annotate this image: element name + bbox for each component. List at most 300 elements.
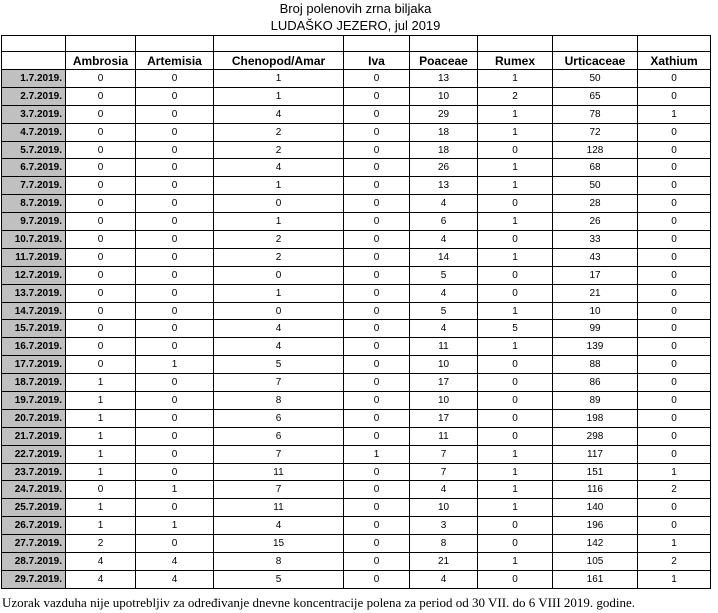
date-cell: 21.7.2019. — [2, 427, 66, 445]
value-cell: 0 — [66, 70, 136, 88]
value-cell: 7 — [410, 463, 478, 481]
value-cell: 0 — [136, 141, 214, 159]
value-cell: 298 — [553, 427, 638, 445]
value-cell: 1 — [214, 87, 344, 105]
value-cell: 0 — [136, 320, 214, 338]
date-cell: 12.7.2019. — [2, 266, 66, 284]
value-cell: 99 — [553, 320, 638, 338]
value-cell: 0 — [638, 87, 711, 105]
value-cell: 0 — [478, 356, 553, 374]
value-cell: 11 — [214, 499, 344, 517]
value-cell: 5 — [214, 570, 344, 588]
value-cell: 0 — [638, 499, 711, 517]
value-cell: 21 — [410, 553, 478, 571]
value-cell: 4 — [214, 320, 344, 338]
column-header: Ambrosia — [66, 52, 136, 70]
value-cell: 1 — [66, 517, 136, 535]
value-cell: 0 — [478, 570, 553, 588]
value-cell: 7 — [410, 445, 478, 463]
value-cell: 0 — [638, 266, 711, 284]
value-cell: 0 — [638, 231, 711, 249]
value-cell: 0 — [344, 338, 410, 356]
value-cell: 5 — [214, 356, 344, 374]
date-cell: 17.7.2019. — [2, 356, 66, 374]
value-cell: 0 — [136, 248, 214, 266]
value-cell: 4 — [410, 231, 478, 249]
value-cell: 7 — [214, 445, 344, 463]
value-cell: 26 — [553, 213, 638, 231]
value-cell: 4 — [214, 159, 344, 177]
date-cell: 11.7.2019. — [2, 248, 66, 266]
value-cell: 17 — [410, 374, 478, 392]
value-cell: 1 — [478, 481, 553, 499]
value-cell: 1 — [478, 70, 553, 88]
value-cell: 0 — [638, 445, 711, 463]
value-cell: 4 — [214, 338, 344, 356]
value-cell: 3 — [410, 517, 478, 535]
value-cell: 0 — [344, 570, 410, 588]
value-cell: 10 — [410, 87, 478, 105]
table-row — [2, 356, 711, 374]
table-row — [2, 517, 711, 535]
value-cell: 10 — [410, 499, 478, 517]
column-header: Iva — [344, 52, 410, 70]
value-cell: 86 — [553, 374, 638, 392]
value-cell: 2 — [214, 123, 344, 141]
date-cell: 27.7.2019. — [2, 535, 66, 553]
value-cell: 13 — [410, 70, 478, 88]
value-cell: 0 — [344, 553, 410, 571]
value-cell: 0 — [66, 177, 136, 195]
table-row — [2, 248, 711, 266]
date-cell: 23.7.2019. — [2, 463, 66, 481]
value-cell: 0 — [344, 302, 410, 320]
table-title: Broj polenovih zrna biljaka — [279, 1, 432, 16]
value-cell: 0 — [638, 123, 711, 141]
value-cell: 2 — [638, 553, 711, 571]
value-cell: 151 — [553, 463, 638, 481]
value-cell: 0 — [136, 409, 214, 427]
table-row — [2, 392, 711, 410]
date-cell: 4.7.2019. — [2, 123, 66, 141]
table-row — [2, 445, 711, 463]
value-cell: 161 — [553, 570, 638, 588]
value-cell: 0 — [638, 427, 711, 445]
value-cell: 18 — [410, 141, 478, 159]
value-cell: 1 — [136, 481, 214, 499]
table-row — [2, 195, 711, 213]
value-cell: 0 — [136, 338, 214, 356]
date-cell: 1.7.2019. — [2, 70, 66, 88]
value-cell: 4 — [214, 517, 344, 535]
value-cell: 65 — [553, 87, 638, 105]
pollen-table — [1, 35, 711, 589]
value-cell: 0 — [136, 463, 214, 481]
value-cell: 1 — [478, 123, 553, 141]
value-cell: 0 — [66, 213, 136, 231]
value-cell: 5 — [410, 302, 478, 320]
value-cell: 1 — [66, 445, 136, 463]
value-cell: 0 — [66, 87, 136, 105]
value-cell: 0 — [344, 70, 410, 88]
value-cell: 0 — [344, 195, 410, 213]
blank-row — [2, 36, 711, 52]
column-header: Rumex — [478, 52, 553, 70]
value-cell: 18 — [410, 123, 478, 141]
table-row — [2, 338, 711, 356]
value-cell: 117 — [553, 445, 638, 463]
value-cell: 0 — [344, 284, 410, 302]
value-cell: 0 — [638, 392, 711, 410]
table-row — [2, 553, 711, 571]
corner-cell — [2, 52, 66, 70]
value-cell: 4 — [136, 570, 214, 588]
table-row — [2, 427, 711, 445]
value-cell: 0 — [344, 87, 410, 105]
value-cell: 6 — [410, 213, 478, 231]
value-cell: 1 — [478, 499, 553, 517]
value-cell: 21 — [553, 284, 638, 302]
value-cell: 142 — [553, 535, 638, 553]
value-cell: 2 — [478, 87, 553, 105]
value-cell: 0 — [136, 499, 214, 517]
date-cell: 19.7.2019. — [2, 392, 66, 410]
table-row — [2, 481, 711, 499]
value-cell: 4 — [214, 105, 344, 123]
value-cell: 1 — [478, 248, 553, 266]
date-cell: 14.7.2019. — [2, 302, 66, 320]
value-cell: 2 — [214, 231, 344, 249]
value-cell: 0 — [66, 248, 136, 266]
value-cell: 0 — [478, 141, 553, 159]
date-cell: 15.7.2019. — [2, 320, 66, 338]
value-cell: 1 — [638, 570, 711, 588]
value-cell: 0 — [136, 266, 214, 284]
value-cell: 0 — [638, 409, 711, 427]
value-cell: 10 — [410, 392, 478, 410]
value-cell: 1 — [66, 499, 136, 517]
value-cell: 198 — [553, 409, 638, 427]
date-cell: 13.7.2019. — [2, 284, 66, 302]
value-cell: 1 — [214, 213, 344, 231]
value-cell: 0 — [66, 105, 136, 123]
value-cell: 10 — [410, 356, 478, 374]
value-cell: 0 — [344, 517, 410, 535]
value-cell: 0 — [136, 284, 214, 302]
value-cell: 0 — [344, 123, 410, 141]
value-cell: 7 — [214, 481, 344, 499]
value-cell: 0 — [136, 123, 214, 141]
value-cell: 0 — [66, 195, 136, 213]
date-cell: 28.7.2019. — [2, 553, 66, 571]
value-cell: 0 — [66, 356, 136, 374]
value-cell: 0 — [638, 141, 711, 159]
value-cell: 105 — [553, 553, 638, 571]
value-cell: 0 — [638, 248, 711, 266]
value-cell: 0 — [344, 141, 410, 159]
value-cell: 139 — [553, 338, 638, 356]
value-cell: 0 — [478, 284, 553, 302]
value-cell: 4 — [66, 553, 136, 571]
value-cell: 0 — [344, 409, 410, 427]
value-cell: 68 — [553, 159, 638, 177]
value-cell: 0 — [66, 338, 136, 356]
value-cell: 0 — [344, 499, 410, 517]
value-cell: 0 — [66, 266, 136, 284]
value-cell: 1 — [214, 70, 344, 88]
value-cell: 0 — [344, 481, 410, 499]
value-cell: 0 — [66, 159, 136, 177]
value-cell: 0 — [638, 159, 711, 177]
footnote: Uzorak vazduha nije upotrebljiv za određivanje dnevne koncentracije polena za period od 30 VII. do 6 VIII 2019. godine. — [2, 595, 636, 610]
value-cell: 0 — [344, 427, 410, 445]
value-cell: 1 — [66, 427, 136, 445]
value-cell: 140 — [553, 499, 638, 517]
value-cell: 0 — [66, 141, 136, 159]
date-cell: 18.7.2019. — [2, 374, 66, 392]
value-cell: 0 — [638, 374, 711, 392]
value-cell: 8 — [214, 392, 344, 410]
value-cell: 0 — [66, 481, 136, 499]
date-cell: 22.7.2019. — [2, 445, 66, 463]
value-cell: 72 — [553, 123, 638, 141]
date-cell: 20.7.2019. — [2, 409, 66, 427]
value-cell: 11 — [410, 427, 478, 445]
value-cell: 11 — [214, 463, 344, 481]
value-cell: 50 — [553, 177, 638, 195]
value-cell: 1 — [638, 535, 711, 553]
value-cell: 0 — [478, 517, 553, 535]
value-cell: 1 — [638, 463, 711, 481]
value-cell: 0 — [136, 70, 214, 88]
column-header: Chenopod/Amar — [214, 52, 344, 70]
value-cell: 28 — [553, 195, 638, 213]
value-cell: 116 — [553, 481, 638, 499]
value-cell: 0 — [638, 195, 711, 213]
column-header: Artemisia — [136, 52, 214, 70]
value-cell: 1 — [66, 374, 136, 392]
value-cell: 1 — [638, 105, 711, 123]
value-cell: 2 — [638, 481, 711, 499]
table-row — [2, 320, 711, 338]
value-cell: 17 — [410, 409, 478, 427]
table-row — [2, 409, 711, 427]
value-cell: 33 — [553, 231, 638, 249]
value-cell: 1 — [344, 445, 410, 463]
date-cell: 16.7.2019. — [2, 338, 66, 356]
value-cell: 0 — [638, 302, 711, 320]
value-cell: 0 — [478, 195, 553, 213]
table-row — [2, 374, 711, 392]
column-header: Urticaceae — [553, 52, 638, 70]
value-cell: 0 — [638, 177, 711, 195]
table-row — [2, 570, 711, 588]
value-cell: 196 — [553, 517, 638, 535]
value-cell: 0 — [638, 338, 711, 356]
value-cell: 0 — [136, 213, 214, 231]
table-row — [2, 159, 711, 177]
date-cell: 25.7.2019. — [2, 499, 66, 517]
value-cell: 43 — [553, 248, 638, 266]
value-cell: 1 — [214, 284, 344, 302]
value-cell: 6 — [214, 409, 344, 427]
value-cell: 4 — [66, 570, 136, 588]
value-cell: 0 — [136, 374, 214, 392]
value-cell: 1 — [478, 338, 553, 356]
value-cell: 1 — [478, 445, 553, 463]
date-cell: 10.7.2019. — [2, 231, 66, 249]
value-cell: 0 — [344, 266, 410, 284]
value-cell: 0 — [136, 445, 214, 463]
value-cell: 1 — [66, 463, 136, 481]
value-cell: 0 — [638, 213, 711, 231]
value-cell: 1 — [478, 553, 553, 571]
value-cell: 0 — [638, 284, 711, 302]
value-cell: 0 — [638, 70, 711, 88]
column-header: Xathium — [638, 52, 711, 70]
value-cell: 0 — [66, 231, 136, 249]
value-cell: 8 — [410, 535, 478, 553]
value-cell: 0 — [478, 231, 553, 249]
value-cell: 2 — [214, 141, 344, 159]
date-cell: 3.7.2019. — [2, 105, 66, 123]
date-cell: 24.7.2019. — [2, 481, 66, 499]
value-cell: 0 — [344, 356, 410, 374]
table-row — [2, 141, 711, 159]
value-cell: 78 — [553, 105, 638, 123]
date-cell: 26.7.2019. — [2, 517, 66, 535]
value-cell: 1 — [66, 409, 136, 427]
value-cell: 0 — [136, 427, 214, 445]
value-cell: 15 — [214, 535, 344, 553]
table-row — [2, 87, 711, 105]
value-cell: 1 — [478, 159, 553, 177]
value-cell: 4 — [410, 570, 478, 588]
column-header: Poaceae — [410, 52, 478, 70]
table-row — [2, 266, 711, 284]
value-cell: 29 — [410, 105, 478, 123]
value-cell: 1 — [478, 463, 553, 481]
date-cell: 6.7.2019. — [2, 159, 66, 177]
value-cell: 4 — [410, 284, 478, 302]
table-row — [2, 535, 711, 553]
value-cell: 14 — [410, 248, 478, 266]
value-cell: 1 — [478, 213, 553, 231]
value-cell: 50 — [553, 70, 638, 88]
date-cell: 7.7.2019. — [2, 177, 66, 195]
value-cell: 1 — [214, 177, 344, 195]
value-cell: 0 — [214, 195, 344, 213]
value-cell: 0 — [344, 105, 410, 123]
table-row — [2, 463, 711, 481]
value-cell: 2 — [66, 535, 136, 553]
value-cell: 2 — [214, 248, 344, 266]
value-cell: 0 — [478, 409, 553, 427]
value-cell: 0 — [344, 392, 410, 410]
value-cell: 0 — [136, 535, 214, 553]
date-cell: 2.7.2019. — [2, 87, 66, 105]
value-cell: 0 — [136, 195, 214, 213]
value-cell: 0 — [66, 320, 136, 338]
value-cell: 10 — [553, 302, 638, 320]
value-cell: 11 — [410, 338, 478, 356]
value-cell: 1 — [66, 392, 136, 410]
value-cell: 0 — [344, 374, 410, 392]
value-cell: 6 — [214, 427, 344, 445]
value-cell: 13 — [410, 177, 478, 195]
header-row — [2, 52, 711, 70]
value-cell: 88 — [553, 356, 638, 374]
value-cell: 0 — [136, 302, 214, 320]
table-row — [2, 302, 711, 320]
value-cell: 1 — [478, 302, 553, 320]
value-cell: 26 — [410, 159, 478, 177]
value-cell: 0 — [344, 231, 410, 249]
table-row — [2, 177, 711, 195]
value-cell: 4 — [410, 195, 478, 213]
value-cell: 0 — [136, 177, 214, 195]
value-cell: 4 — [410, 481, 478, 499]
value-cell: 0 — [66, 284, 136, 302]
table-row — [2, 70, 711, 88]
value-cell: 0 — [136, 87, 214, 105]
value-cell: 0 — [638, 356, 711, 374]
value-cell: 89 — [553, 392, 638, 410]
value-cell: 0 — [478, 427, 553, 445]
date-cell: 8.7.2019. — [2, 195, 66, 213]
value-cell: 5 — [478, 320, 553, 338]
value-cell: 5 — [410, 266, 478, 284]
table-row — [2, 284, 711, 302]
value-cell: 0 — [344, 177, 410, 195]
value-cell: 0 — [478, 392, 553, 410]
value-cell: 0 — [214, 266, 344, 284]
value-cell: 0 — [344, 463, 410, 481]
value-cell: 0 — [344, 320, 410, 338]
table-row — [2, 213, 711, 231]
value-cell: 0 — [344, 535, 410, 553]
value-cell: 1 — [136, 356, 214, 374]
value-cell: 17 — [553, 266, 638, 284]
value-cell: 4 — [136, 553, 214, 571]
value-cell: 8 — [214, 553, 344, 571]
value-cell: 128 — [553, 141, 638, 159]
value-cell: 0 — [66, 123, 136, 141]
value-cell: 0 — [136, 392, 214, 410]
table-row — [2, 231, 711, 249]
date-cell: 9.7.2019. — [2, 213, 66, 231]
value-cell: 0 — [136, 231, 214, 249]
value-cell: 0 — [344, 248, 410, 266]
value-cell: 0 — [66, 302, 136, 320]
value-cell: 4 — [410, 320, 478, 338]
value-cell: 0 — [478, 266, 553, 284]
value-cell: 0 — [638, 517, 711, 535]
table-subtitle: LUDAŠKO JEZERO, jul 2019 — [270, 18, 441, 33]
table-row — [2, 499, 711, 517]
value-cell: 0 — [136, 105, 214, 123]
table-row — [2, 123, 711, 141]
table-row — [2, 105, 711, 123]
value-cell: 0 — [344, 159, 410, 177]
value-cell: 0 — [136, 159, 214, 177]
value-cell: 0 — [478, 374, 553, 392]
value-cell: 0 — [478, 535, 553, 553]
value-cell: 0 — [638, 320, 711, 338]
date-cell: 29.7.2019. — [2, 570, 66, 588]
value-cell: 1 — [136, 517, 214, 535]
value-cell: 0 — [214, 302, 344, 320]
